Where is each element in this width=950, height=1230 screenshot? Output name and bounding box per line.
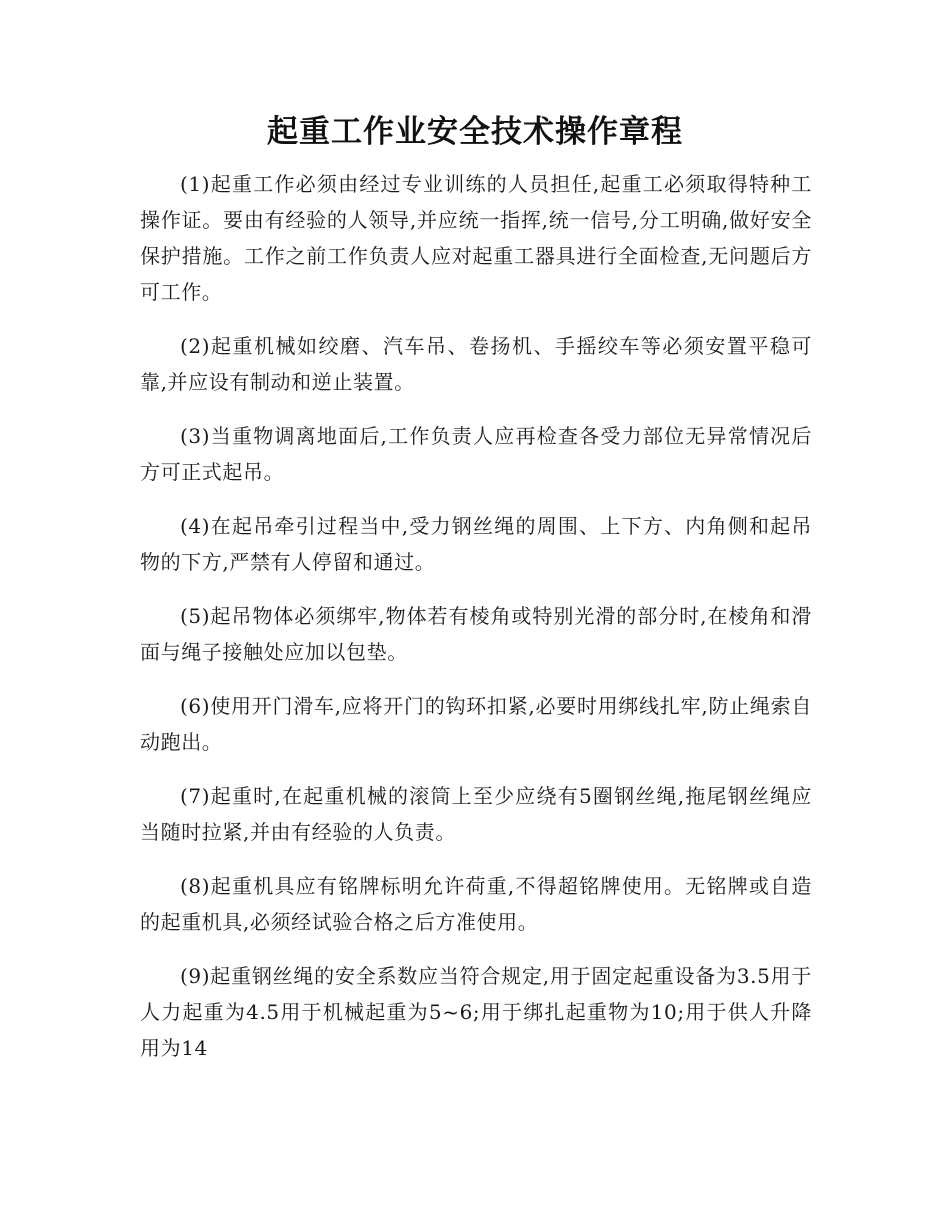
paragraph-6: (6)使用开门滑车,应将开门的钩环扣紧,必要时用绑线扎牢,防止绳索自动跑出。 [140,694,812,754]
paragraph-1: (1)起重工作必须由经过专业训练的人员担任,起重工必须取得特种工操作证。要由有经验的人领导,并应统一指挥,统一信号,分工明确,做好安全保护措施。工作之前工作负责人应对起重工器具进行全面检查,无问题后方可工作。 [140,172,812,304]
paragraph-8: (8)起重机具应有铭牌标明允许荷重,不得超铭牌使用。无铭牌或自造的起重机具,必须经试验合格之后方准使用。 [140,874,812,934]
document-body [140,166,812,1084]
paragraph-4: (4)在起吊牵引过程当中,受力钢丝绳的周围、上下方、内角侧和起吊物的下方,严禁有人停留和通过。 [140,514,812,574]
paragraph-3: (3)当重物调离地面后,工作负责人应再检查各受力部位无异常情况后方可正式起吊。 [140,424,812,484]
document-title: 起重工作业安全技术操作章程 [267,114,683,150]
paragraph-7: (7)起重时,在起重机械的滚筒上至少应绕有5圈钢丝绳,拖尾钢丝绳应当随时拉紧,并由有经验的人负责。 [140,784,812,844]
paragraph-5: (5)起吊物体必须绑牢,物体若有棱角或特别光滑的部分时,在棱角和滑面与绳子接触处应加以包垫。 [140,604,812,664]
paragraph-2: (2)起重机械如绞磨、汽车吊、卷扬机、手摇绞车等必须安置平稳可靠,并应设有制动和逆止装置。 [140,334,812,394]
paragraph-9: (9)起重钢丝绳的安全系数应当符合规定,用于固定起重设备为3.5用于人力起重为4.5用于机械起重为5~6;用于绑扎起重物为10;用于供人升降用为14 [140,964,812,1060]
